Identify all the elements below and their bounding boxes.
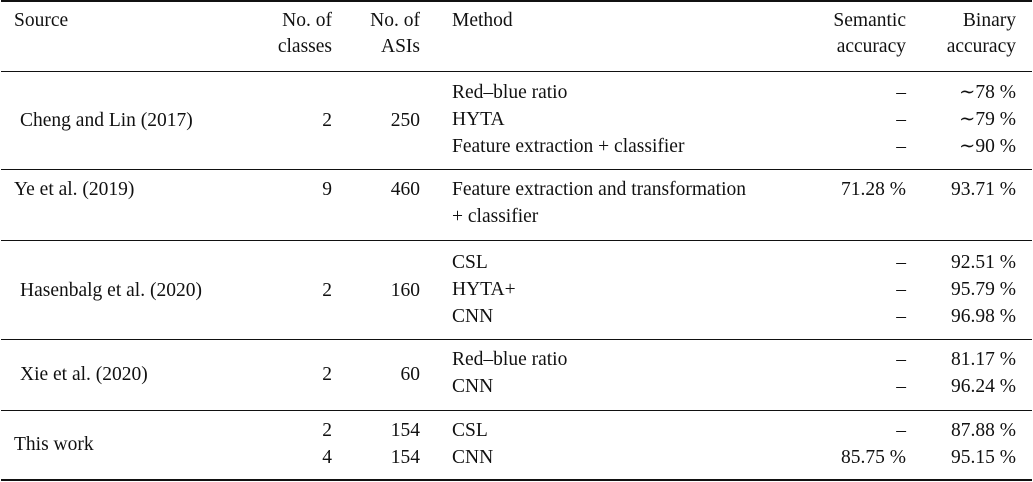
header-source: Source xyxy=(14,10,69,31)
semantic-cell: – xyxy=(896,109,906,130)
binary-cell: ∼78 % xyxy=(959,82,1016,103)
method-cell: Feature extraction + classifier xyxy=(452,136,685,157)
semantic-cell: – xyxy=(896,279,906,300)
binary-cell: 95.79 % xyxy=(951,279,1016,300)
method-cell: CSL xyxy=(452,420,488,441)
method-cell: HYTA xyxy=(452,109,505,130)
header-semantic-line1: Semantic xyxy=(833,10,906,31)
classes-cell: 2 xyxy=(322,110,332,131)
method-cell: CNN xyxy=(452,376,494,397)
asis-cell: 154 xyxy=(390,447,420,468)
method-cell: Red–blue ratio xyxy=(452,349,568,370)
method-cell: CNN xyxy=(452,447,494,468)
header-classes-line1: No. of xyxy=(282,10,332,31)
binary-cell: ∼90 % xyxy=(959,136,1016,157)
binary-cell: 87.88 % xyxy=(951,420,1016,441)
binary-cell: 96.98 % xyxy=(951,306,1016,327)
header-asis-line1: No. of xyxy=(370,10,420,31)
method-cell: Red–blue ratio xyxy=(452,82,568,103)
asis-cell: 154 xyxy=(390,420,420,441)
header-asis xyxy=(340,8,420,60)
header-binary-line2: accuracy xyxy=(946,36,1016,57)
header-classes xyxy=(240,8,332,60)
binary-cell: 96.24 % xyxy=(951,376,1016,397)
header-asis-line2: ASIs xyxy=(380,36,420,57)
binary-cell: 93.71 % xyxy=(951,179,1016,200)
classes-cell: 2 xyxy=(322,420,332,441)
header-semantic-line2: accuracy xyxy=(836,36,906,57)
header-semantic xyxy=(790,8,906,60)
semantic-cell: 71.28 % xyxy=(841,179,906,200)
group-divider xyxy=(1,339,1032,340)
semantic-cell: – xyxy=(896,82,906,103)
source-cell: This work xyxy=(14,434,94,455)
asis-cell: 460 xyxy=(390,179,420,200)
semantic-cell: – xyxy=(896,420,906,441)
top-rule xyxy=(1,0,1032,2)
binary-cell: ∼79 % xyxy=(959,109,1016,130)
classes-cell: 9 xyxy=(322,179,332,200)
method-cell: CSL xyxy=(452,252,488,273)
header-binary-line1: Binary xyxy=(962,10,1016,31)
method-cell: CNN xyxy=(452,306,494,327)
asis-cell: 160 xyxy=(390,280,420,301)
classes-cell: 4 xyxy=(322,447,332,468)
binary-cell: 81.17 % xyxy=(951,349,1016,370)
source-cell: Xie et al. (2020) xyxy=(20,364,148,385)
source-cell: Hasenbalg et al. (2020) xyxy=(20,280,202,301)
binary-cell: 92.51 % xyxy=(951,252,1016,273)
asis-cell: 60 xyxy=(400,364,420,385)
header-classes-line2: classes xyxy=(277,36,332,57)
semantic-cell: – xyxy=(896,306,906,327)
binary-cell: 95.15 % xyxy=(951,447,1016,468)
bottom-rule xyxy=(1,479,1032,481)
classes-cell: 2 xyxy=(322,280,332,301)
method-cell: HYTA+ xyxy=(452,279,516,300)
method-cell-continued: + classifier xyxy=(452,206,539,227)
header-method: Method xyxy=(452,10,513,31)
semantic-cell: – xyxy=(896,376,906,397)
classes-cell: 2 xyxy=(322,364,332,385)
header-rule xyxy=(1,71,1032,72)
semantic-cell: 85.75 % xyxy=(841,447,906,468)
semantic-cell: – xyxy=(896,349,906,370)
method-cell: Feature extraction and transformation xyxy=(452,179,747,200)
header-binary xyxy=(914,8,1016,60)
asis-cell: 250 xyxy=(390,110,420,131)
group-divider xyxy=(1,240,1032,241)
source-cell: Cheng and Lin (2017) xyxy=(20,110,193,131)
group-divider xyxy=(1,169,1032,170)
semantic-cell: – xyxy=(896,136,906,157)
group-divider xyxy=(1,410,1032,411)
source-cell: Ye et al. (2019) xyxy=(14,179,135,200)
semantic-cell: – xyxy=(896,252,906,273)
